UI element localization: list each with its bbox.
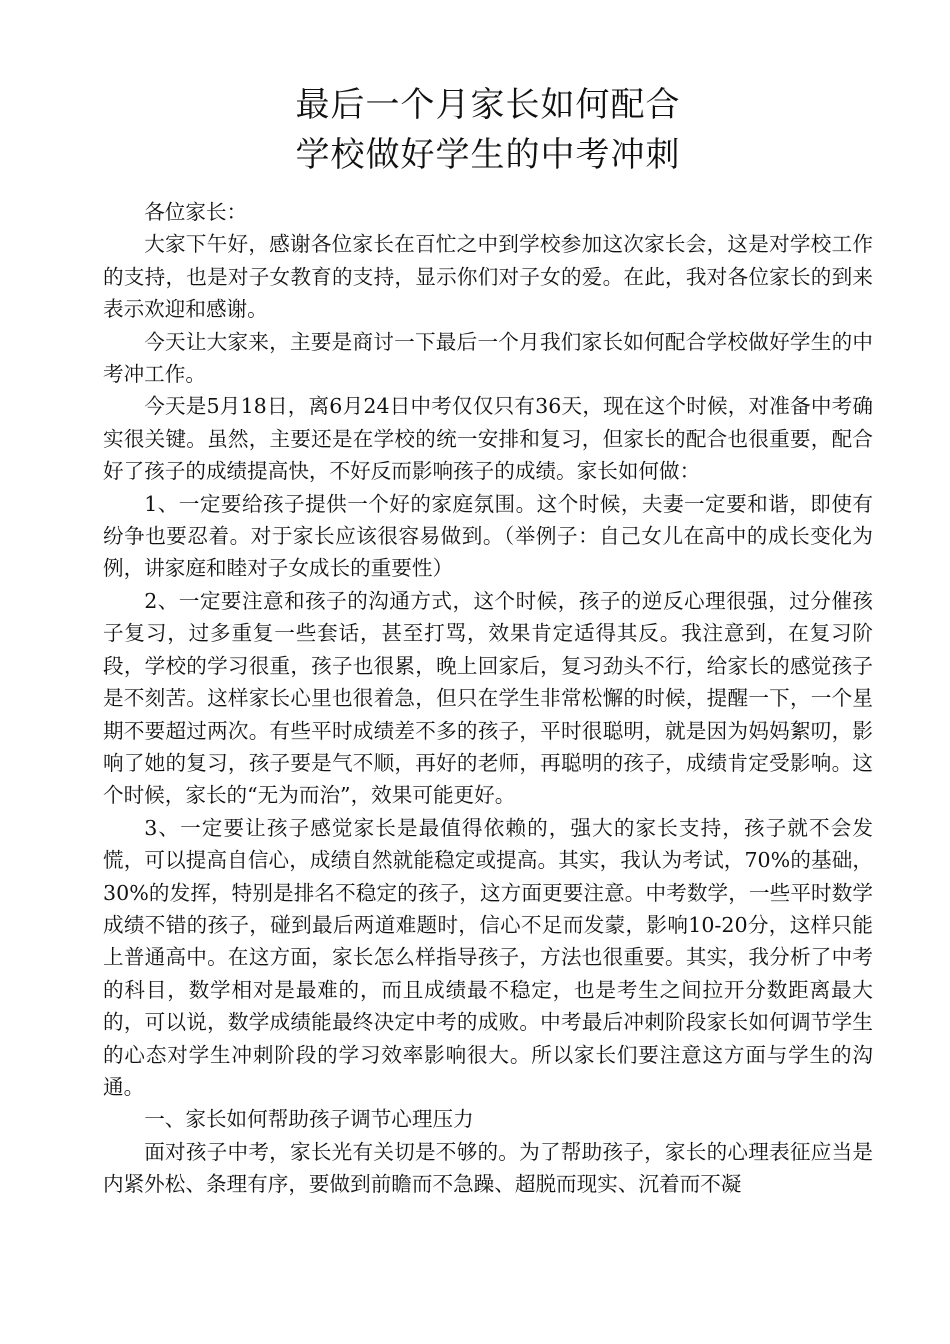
- document-page: [103, 80, 873, 1201]
- paragraph-point-3: 3、一定要让孩子感觉家长是最值得依赖的，强大的家长支持，孩子就不会发慌，可以提高自信心，成绩自然就能稳定或提高。其实，我认为考试，70%的基础，30%的发挥，特别是排名不稳定的孩子，这方面更要注意。中考数学，一些平时数学成绩不错的孩子，碰到最后两道难题时，信心不足而发蒙，影响10-20分，这样只能上普通高中。在这方面，家长怎么样指导孩子，方法也很重要。其实，我分析了中考的科目，数学相对是最难的，而且成绩最不稳定，也是考生之间拉开分数距离最大的，可以说，数学成绩能最终决定中考的成败。中考最后冲刺阶段家长如何调节学生的心态对学生冲刺阶段的学习效率影响很大。所以家长们要注意这方面与学生的沟通。: [103, 815, 873, 1099]
- title-line-2: 学校做好学生的中考冲刺: [295, 135, 681, 175]
- title-line-1: 最后一个月家长如何配合: [295, 85, 681, 125]
- salutation: 各位家长：: [144, 200, 248, 224]
- paragraph-greeting: 大家下午好，感谢各位家长在百忙之中到学校参加这次家长会，这是对学校工作的支持，也是对子女教育的支持，显示你们对子女的爱。在此，我对各位家长的到来表示欢迎和感谢。: [103, 232, 873, 322]
- paragraph-point-1: 1、一定要给孩子提供一个好的家庭氛围。这个时候，夫妻一定要和谐，即使有纷争也要忍着。对于家长应该很容易做到。（举例子：自己女儿在高中的成长变化为例，讲家庭和睦对子女成长的重要性）: [103, 491, 873, 581]
- paragraph-timeline: 今天是5月18日，离6月24日中考仅仅只有36天，现在这个时候，对准备中考确实很关键。虽然，主要还是在学校的统一安排和复习，但家长的配合也很重要，配合好了孩子的成绩提高快，不好反而影响孩子的成绩。家长如何做：: [103, 394, 873, 484]
- document-body: [103, 196, 873, 1201]
- paragraph-point-2: 2、一定要注意和孩子的沟通方式，这个时候，孩子的逆反心理很强，过分催孩子复习，过多重复一些套话，甚至打骂，效果肯定适得其反。我注意到，在复习阶段，学校的学习很重，孩子也很累，晚上回家后，复习劲头不行，给家长的感觉孩子是不刻苦。这样家长心里也很着急，但只在学生非常松懈的时候，提醒一下，一个星期不要超过两次。有些平时成绩差不多的孩子，平时很聪明，就是因为妈妈絮叨，影响了她的复习，孩子要是气不顺，再好的老师，再聪明的孩子，成绩肯定受影响。这个时候，家长的“无为而治”，效果可能更好。: [103, 588, 873, 808]
- section-heading-1: 一、家长如何帮助孩子调节心理压力: [144, 1107, 474, 1132]
- paragraph-section-1: 面对孩子中考，家长光有关切是不够的。为了帮助孩子，家长的心理表征应当是内紧外松、条理有序，要做到前瞻而不急躁、超脱而现实、沉着而不凝: [103, 1139, 873, 1197]
- paragraph-purpose: 今天让大家来，主要是商讨一下最后一个月我们家长如何配合学校做好学生的中考冲工作。: [103, 329, 873, 387]
- document-title: [103, 80, 873, 180]
